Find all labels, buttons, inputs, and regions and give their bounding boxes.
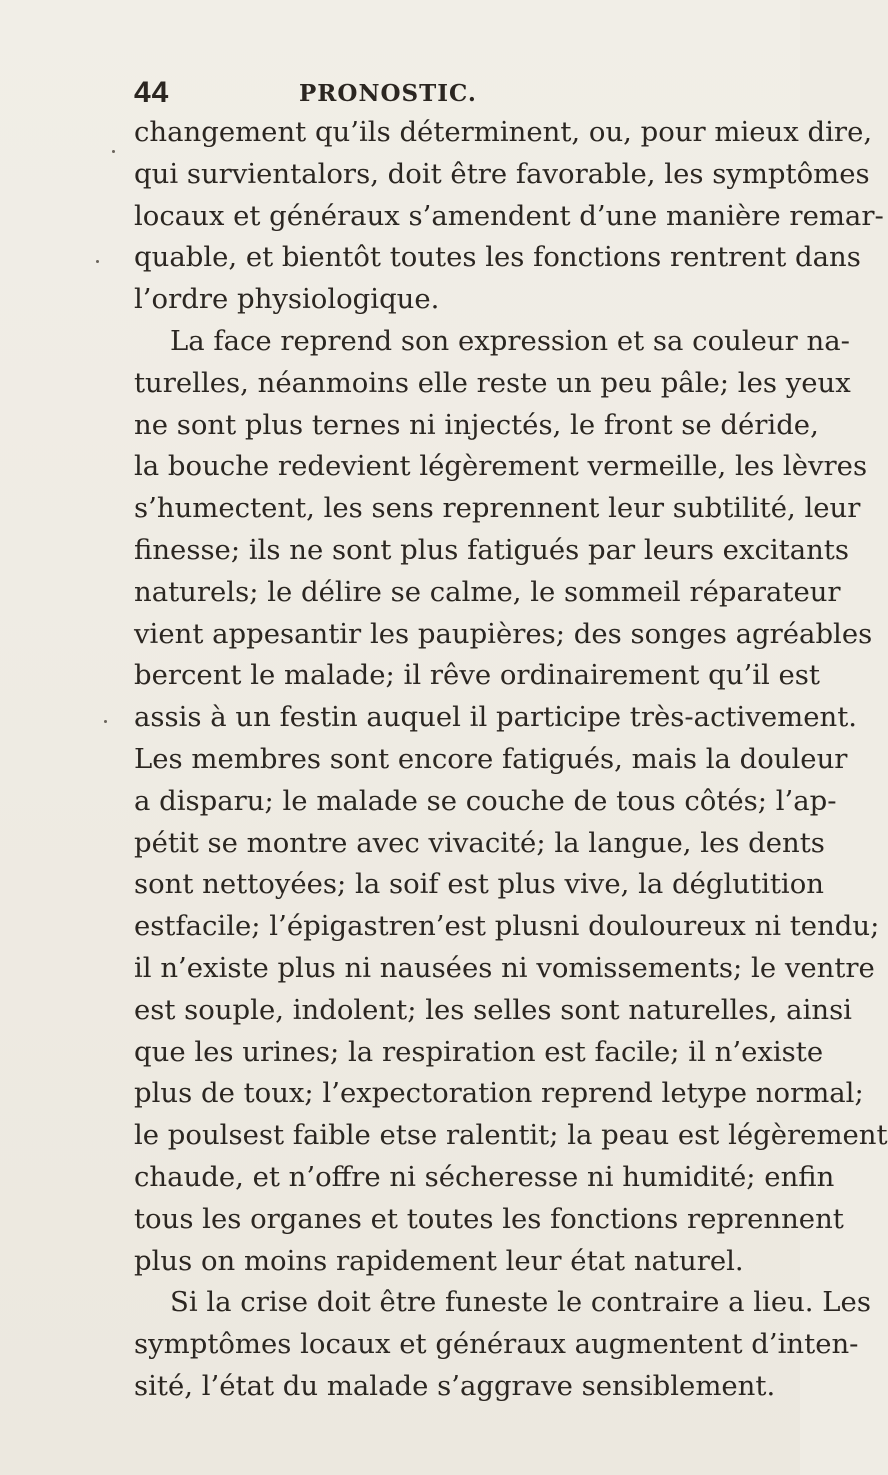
text-line: l’ordre physiologique.: [134, 283, 440, 316]
paper-speck: [112, 150, 115, 153]
text-line: le poulsest faible etse ralentit; la peau est légèrement: [134, 1119, 888, 1152]
text-line: est souple, indolent; les selles sont naturelles, ainsi: [134, 993, 852, 1026]
text-line: finesse; ils ne sont plus fatigués par leurs excitants: [134, 533, 849, 566]
text-line: naturels; le délire se calme, le sommeil réparateur: [134, 575, 841, 608]
running-head: PRONOSTIC.: [299, 80, 477, 107]
paragraph-start-line: Si la crise doit être funeste le contraire a lieu. Les: [170, 1286, 871, 1319]
text-line: chaude, et n’offre ni sécheresse ni humidité; enfin: [134, 1160, 835, 1193]
paper-speck: [104, 720, 107, 723]
text-line: qui survientalors, doit être favorable, les symptômes: [134, 157, 870, 190]
text-line: symptômes locaux et généraux augmentent d’inten-: [134, 1328, 859, 1361]
text-line: a disparu; le malade se couche de tous côtés; l’ap-: [134, 784, 837, 817]
text-line: plus on moins rapidement leur état naturel.: [134, 1244, 744, 1277]
text-line: quable, et bientôt toutes les fonctions rentrent dans: [134, 241, 861, 274]
text-line: ne sont plus ternes ni injectés, le front se déride,: [134, 408, 819, 441]
body-text: [134, 112, 888, 1408]
text-line: changement qu’ils déterminent, ou, pour mieux dire,: [134, 116, 873, 148]
text-line: la bouche redevient légèrement vermeille, les lèvres: [134, 450, 868, 483]
text-line: assis à un festin auquel il participe très-activement.: [134, 701, 857, 734]
page-header: [134, 70, 774, 110]
text-line: Les membres sont encore fatigués, mais la douleur: [134, 742, 848, 775]
text-line: que les urines; la respiration est facile; il n’existe: [134, 1035, 824, 1068]
paragraph-start-line: La face reprend son expression et sa couleur na-: [170, 324, 850, 357]
text-line: vient appesantir les paupières; des songes agréables: [134, 617, 873, 650]
text-line: tous les organes et toutes les fonctions reprennent: [134, 1202, 844, 1235]
text-line: estfacile; l’épigastren’est plusni douloureux ni tendu;: [134, 910, 880, 943]
text-line: bercent le malade; il rêve ordinairement qu’il est: [134, 659, 820, 692]
text-line: pétit se montre avec vivacité; la langue, les dents: [134, 826, 825, 859]
text-line: il n’existe plus ni nausées ni vomissements; le ventre: [134, 951, 875, 984]
text-line: sité, l’état du malade s’aggrave sensiblement.: [134, 1369, 776, 1402]
text-line: plus de toux; l’expectoration reprend letype normal;: [134, 1077, 864, 1110]
text-line: turelles, néanmoins elle reste un peu pâle; les yeux: [134, 366, 851, 399]
text-line: s’humectent, les sens reprennent leur subtilité, leur: [134, 492, 861, 525]
paper-speck: [96, 260, 99, 263]
text-line: locaux et généraux s’amendent d’une manière remar-: [134, 199, 884, 232]
text-line: sont nettoyées; la soif est plus vive, la déglutition: [134, 868, 824, 901]
page-number: 44: [134, 76, 170, 109]
